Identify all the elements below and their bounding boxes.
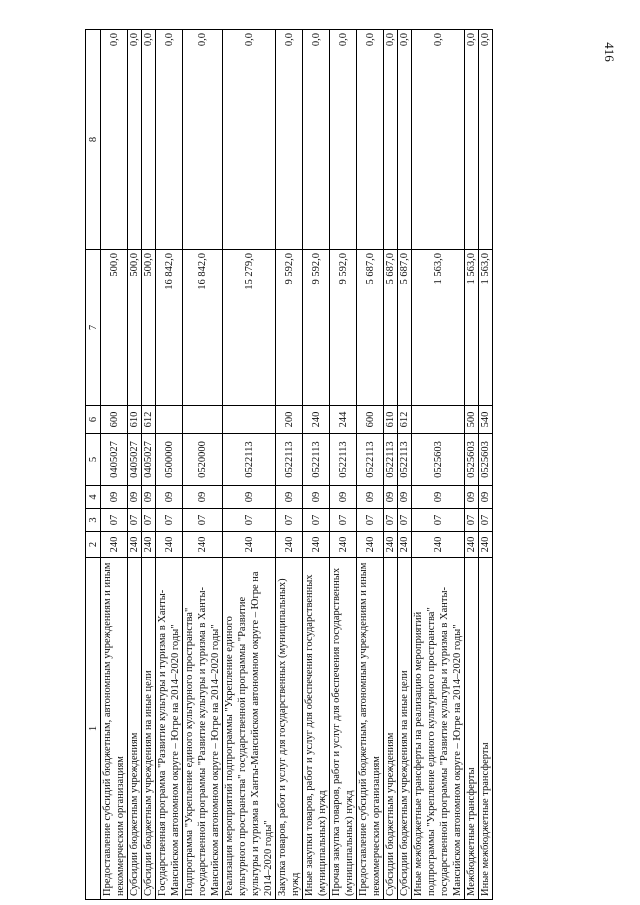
cell-sum: 16 842,0 [183,250,223,406]
table-row [223,30,276,900]
table-row [183,30,223,900]
cell-sum2: 0,0 [183,30,223,250]
cell-name: Субсидии бюджетным учреждениям [384,558,398,900]
cell-kind: 600 [101,406,128,434]
cell-target: 0522113 [330,434,357,486]
cell-admin: 240 [357,532,384,558]
cell-sum2: 0,0 [479,30,493,250]
cell-admin: 240 [303,532,330,558]
cell-kind: 200 [276,406,303,434]
header-cell-1: 1 [86,558,101,900]
cell-admin: 240 [384,532,398,558]
cell-name: Предоставление субсидий бюджетным, автономным учреждениям и иным некоммерческим организациям [357,558,384,900]
cell-target: 0520000 [183,434,223,486]
header-cell-8: 8 [86,30,101,250]
budget-table [85,29,493,900]
cell-subsection: 09 [330,486,357,509]
table-row [330,30,357,900]
cell-target: 0522113 [357,434,384,486]
table-row [101,30,128,900]
cell-sum: 9 592,0 [276,250,303,406]
cell-kind: 612 [398,406,412,434]
cell-sum2: 0,0 [330,30,357,250]
cell-subsection: 09 [156,486,183,509]
cell-sum: 5 687,0 [357,250,384,406]
cell-subsection: 09 [465,486,479,509]
header-cell-7: 7 [86,250,101,406]
cell-kind [183,406,223,434]
cell-admin: 240 [465,532,479,558]
cell-subsection: 09 [101,486,128,509]
cell-admin: 240 [156,532,183,558]
cell-sum2: 0,0 [223,30,276,250]
cell-sum: 1 563,0 [412,250,465,406]
cell-section: 07 [223,509,276,532]
cell-subsection: 09 [183,486,223,509]
cell-section: 07 [398,509,412,532]
cell-kind: 612 [142,406,156,434]
cell-subsection: 09 [479,486,493,509]
cell-target: 0522113 [303,434,330,486]
cell-target: 0525603 [412,434,465,486]
cell-target: 0405027 [101,434,128,486]
header-cell-4: 4 [86,486,101,509]
cell-admin: 240 [330,532,357,558]
cell-admin: 240 [398,532,412,558]
cell-admin: 240 [479,532,493,558]
cell-target: 0525603 [465,434,479,486]
cell-target: 0405027 [142,434,156,486]
table-row [128,30,142,900]
cell-subsection: 09 [223,486,276,509]
cell-target: 0522113 [223,434,276,486]
table-row [384,30,398,900]
cell-sum: 500,0 [101,250,128,406]
cell-sum: 15 279,0 [223,250,276,406]
cell-admin: 240 [128,532,142,558]
table-body [101,30,493,900]
table-row [465,30,479,900]
table-row [357,30,384,900]
cell-kind [156,406,183,434]
cell-sum: 5 687,0 [384,250,398,406]
cell-subsection: 09 [384,486,398,509]
cell-section: 07 [357,509,384,532]
cell-sum2: 0,0 [156,30,183,250]
header-cell-6: 6 [86,406,101,434]
cell-kind: 610 [384,406,398,434]
cell-target: 0522113 [276,434,303,486]
cell-subsection: 09 [398,486,412,509]
cell-admin: 240 [412,532,465,558]
cell-subsection: 09 [128,486,142,509]
cell-section: 07 [330,509,357,532]
cell-section: 07 [276,509,303,532]
cell-sum: 9 592,0 [330,250,357,406]
cell-target: 0525603 [479,434,493,486]
cell-name: Прочая закупка товаров, работ и услуг для обеспечения государственных (муниципальных) нужд [330,558,357,900]
cell-target: 0500000 [156,434,183,486]
cell-sum: 16 842,0 [156,250,183,406]
cell-sum2: 0,0 [303,30,330,250]
cell-subsection: 09 [357,486,384,509]
cell-name: Субсидии бюджетным учреждениям на иные цели [142,558,156,900]
table-row [142,30,156,900]
table-row [303,30,330,900]
table-row [479,30,493,900]
header-cell-5: 5 [86,434,101,486]
cell-name: Субсидии бюджетным учреждениям на иные цели [398,558,412,900]
cell-name: Субсидии бюджетным учреждениям [128,558,142,900]
cell-name: Подпрограмма "Укрепление единого культурного пространства" государственной программы "Развитие культуры и туризма в Ханты-Мансийском автономном округе – Югре на 2014–2020 годы" [183,558,223,900]
cell-sum: 9 592,0 [303,250,330,406]
rotated-table-wrapper [85,30,535,900]
cell-section: 07 [142,509,156,532]
header-cell-3: 3 [86,509,101,532]
cell-sum: 500,0 [128,250,142,406]
cell-kind: 540 [479,406,493,434]
cell-sum2: 0,0 [276,30,303,250]
cell-kind [223,406,276,434]
cell-sum: 5 687,0 [398,250,412,406]
cell-admin: 240 [142,532,156,558]
cell-name: Государственная программа "Развитие культуры и туризма в Ханты-Мансийском автономном округе – Югре на 2014–2020 годы" [156,558,183,900]
cell-sum2: 0,0 [384,30,398,250]
cell-subsection: 09 [303,486,330,509]
cell-kind: 610 [128,406,142,434]
header-row [86,30,101,900]
cell-section: 07 [101,509,128,532]
cell-sum: 500,0 [142,250,156,406]
table-row [412,30,465,900]
cell-sum: 1 563,0 [465,250,479,406]
cell-name: Предоставление субсидий бюджетным, автономным учреждениям и иным некоммерческим организациям [101,558,128,900]
cell-target: 0522113 [384,434,398,486]
cell-target: 0522113 [398,434,412,486]
cell-sum2: 0,0 [101,30,128,250]
cell-sum2: 0,0 [357,30,384,250]
cell-section: 07 [384,509,398,532]
cell-kind [412,406,465,434]
cell-target: 0405027 [128,434,142,486]
cell-admin: 240 [276,532,303,558]
cell-sum2: 0,0 [128,30,142,250]
cell-sum: 1 563,0 [479,250,493,406]
cell-section: 07 [465,509,479,532]
cell-sum2: 0,0 [465,30,479,250]
cell-subsection: 09 [276,486,303,509]
page-number: 416 [601,42,617,62]
cell-kind: 244 [330,406,357,434]
cell-kind: 240 [303,406,330,434]
cell-name: Иные закупки товаров, работ и услуг для обеспечения государственных (муниципальных) нужд [303,558,330,900]
cell-section: 07 [479,509,493,532]
cell-section: 07 [183,509,223,532]
cell-sum2: 0,0 [398,30,412,250]
cell-sum2: 0,0 [412,30,465,250]
cell-name: Закупка товаров, работ и услуг для государственных (муниципальных) нужд [276,558,303,900]
header-cell-2: 2 [86,532,101,558]
table-row [398,30,412,900]
table-row [276,30,303,900]
cell-section: 07 [128,509,142,532]
cell-admin: 240 [183,532,223,558]
cell-subsection: 09 [412,486,465,509]
cell-kind: 500 [465,406,479,434]
cell-name: Иные межбюджетные трансферты на реализацию мероприятий подпрограммы "Укрепление единого культурного пространства" государственной программы "Развитие культуры и туризма в Ханты-Мансийском автономном округе – Югре на 2014–2020 годы" [412,558,465,900]
cell-sum2: 0,0 [142,30,156,250]
cell-name: Иные межбюджетные трансферты [479,558,493,900]
cell-admin: 240 [101,532,128,558]
cell-name: Реализация мероприятий подпрограммы "Укрепление единого культурного пространства" государственной программы "Развитие культуры и туризма в Ханты-Мансийском автономном округе – Югре на 2014–2020 годы" [223,558,276,900]
cell-section: 07 [303,509,330,532]
cell-admin: 240 [223,532,276,558]
cell-section: 07 [156,509,183,532]
table-row [156,30,183,900]
cell-name: Межбюджетные трансферты [465,558,479,900]
cell-kind: 600 [357,406,384,434]
cell-subsection: 09 [142,486,156,509]
cell-section: 07 [412,509,465,532]
